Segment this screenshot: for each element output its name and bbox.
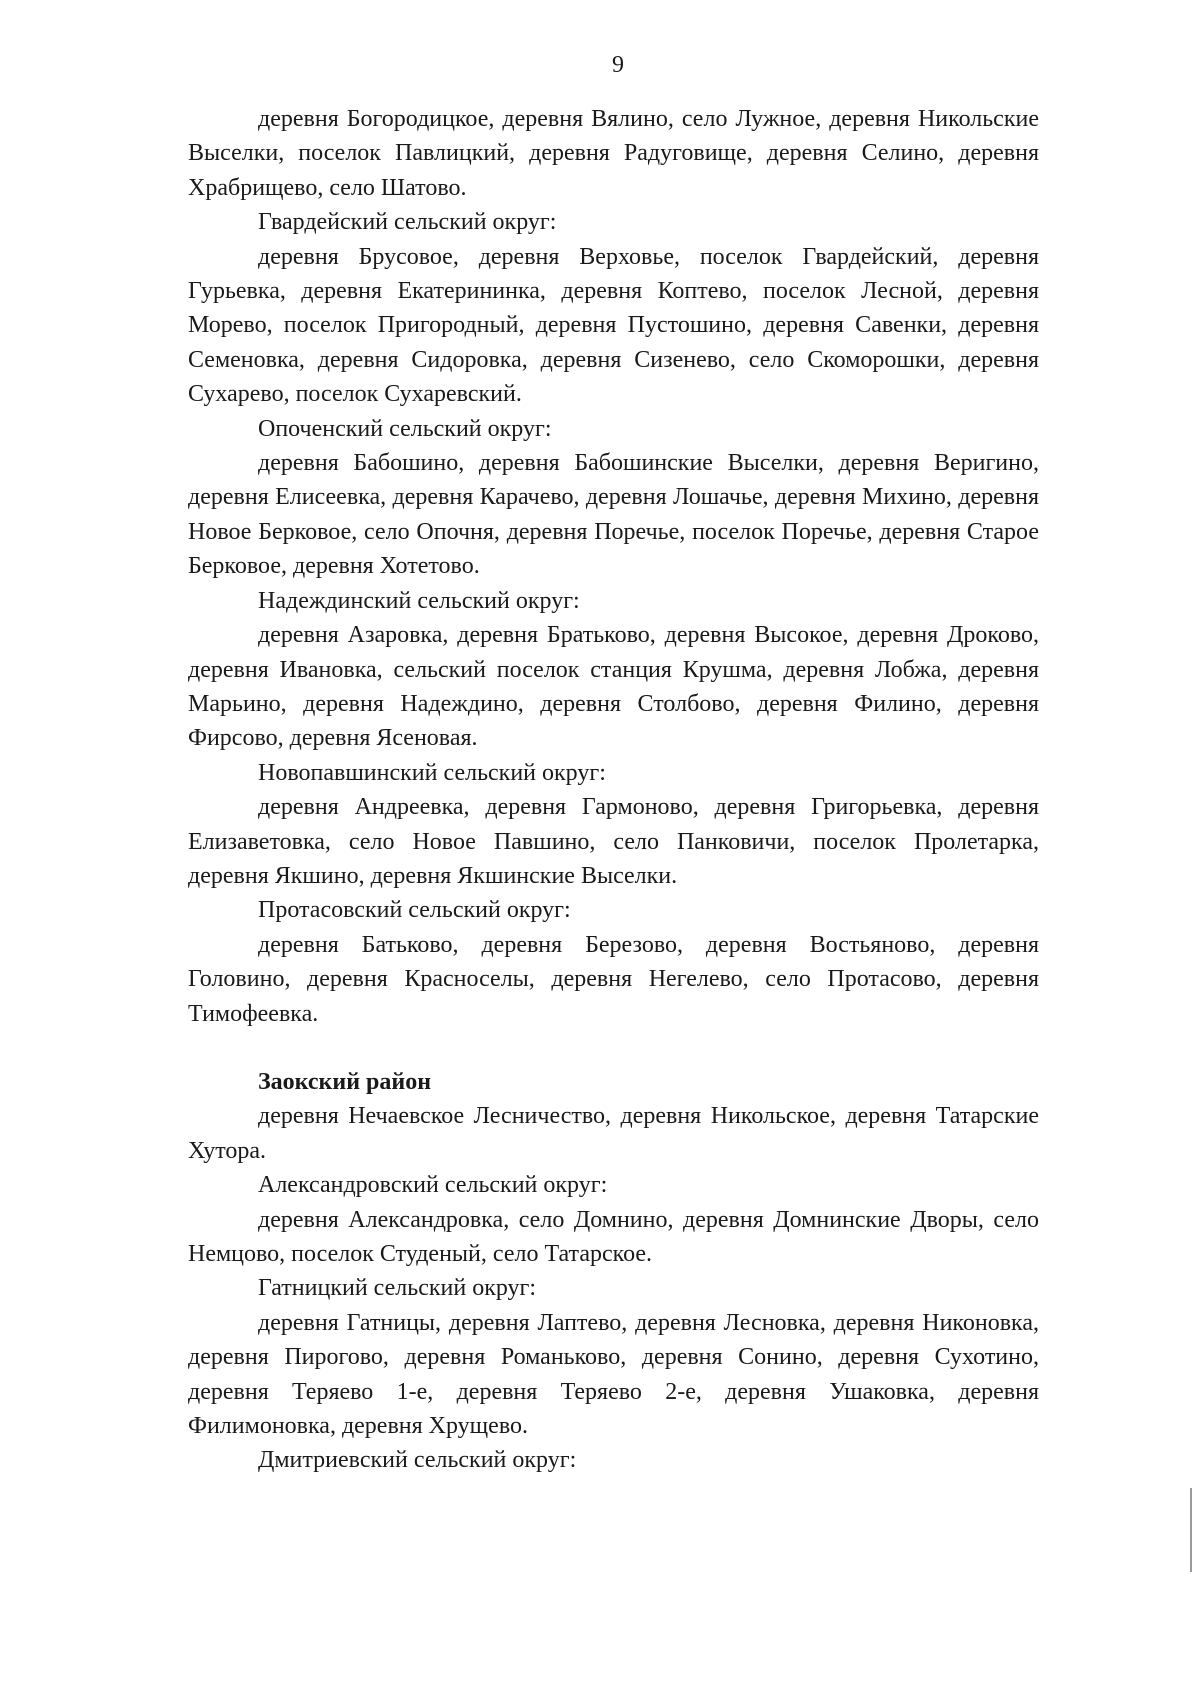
document-body — [188, 102, 1039, 1478]
page-number: 9 — [612, 52, 624, 78]
section-gap — [188, 1031, 1039, 1065]
okrug-heading: Дмитриевский сельский округ: — [258, 1447, 577, 1474]
okrug-heading: Гатницкий сельский округ: — [258, 1275, 537, 1302]
village-list: деревня Александровка, село Домнино, деревня Домнинские Дворы, село Немцово, поселок Студеный, село Татарское. — [188, 1206, 1039, 1267]
village-list: деревня Бабошино, деревня Бабошинские Выселки, деревня Веригино, деревня Елисеевка, деревня Карачево, деревня Лошачье, деревня Михино, деревня Новое Берковое, село Опочня, деревня Поречье, поселок Поречье, деревня Старое Берковое, деревня Хотетово. — [188, 450, 1039, 580]
village-list: деревня Азаровка, деревня Братьково, деревня Высокое, деревня Дроково, деревня Ивановка, сельский поселок станция Крушма, деревня Лобжа, деревня Марьино, деревня Надеждино, деревня Столбово, деревня Филино, деревня Фирсово, деревня Ясеновая. — [188, 622, 1039, 752]
village-list: деревня Нечаевское Лесничество, деревня Никольское, деревня Татарские Хутора. — [188, 1103, 1039, 1164]
okrug-heading: Надеждинский сельский округ: — [258, 587, 580, 614]
okrug-heading: Опоченский сельский округ: — [258, 415, 552, 442]
village-list: деревня Батьково, деревня Березово, деревня Востьяново, деревня Головино, деревня Красноселы, деревня Негелево, село Протасово, деревня Тимофеевка. — [188, 931, 1039, 1027]
okrug-heading: Гвардейский сельский округ: — [258, 209, 557, 236]
rayon-heading: Заокский район — [258, 1068, 432, 1095]
village-list: деревня Брусовое, деревня Верховье, поселок Гвардейский, деревня Гурьевка, деревня Екатерининка, деревня Коптево, поселок Лесной, деревня Морево, поселок Пригородный, деревня Пустошино, деревня Савенки, деревня Семеновка, деревня Сидоровка, деревня Сизенево, село Скоморошки, деревня Сухарево, поселок Сухаревский. — [188, 243, 1039, 408]
okrug-heading: Протасовский сельский округ: — [258, 897, 571, 924]
village-list: деревня Богородицкое, деревня Вялино, село Лужное, деревня Никольские Выселки, поселок Павлицкий, деревня Радуговище, деревня Селино, деревня Храбрищево, село Шатово. — [188, 106, 1039, 201]
scan-margin-mark — [1190, 1488, 1192, 1572]
village-list: деревня Андреевка, деревня Гармоново, деревня Григорьевка, деревня Елизаветовка, село Новое Павшино, село Панковичи, поселок Пролетарка, деревня Якшино, деревня Якшинские Выселки. — [188, 794, 1039, 889]
okrug-heading: Александровский сельский округ: — [258, 1172, 608, 1199]
village-list: деревня Гатницы, деревня Лаптево, деревня Лесновка, деревня Никоновка, деревня Пирогово, деревня Романьково, деревня Сонино, деревня Сухотино, деревня Теряево 1-е, деревня Теряево 2-е, деревня Ушаковка, деревня Филимоновка, деревня Хрущево. — [188, 1309, 1039, 1440]
okrug-heading: Новопавшинский сельский округ: — [258, 759, 606, 786]
